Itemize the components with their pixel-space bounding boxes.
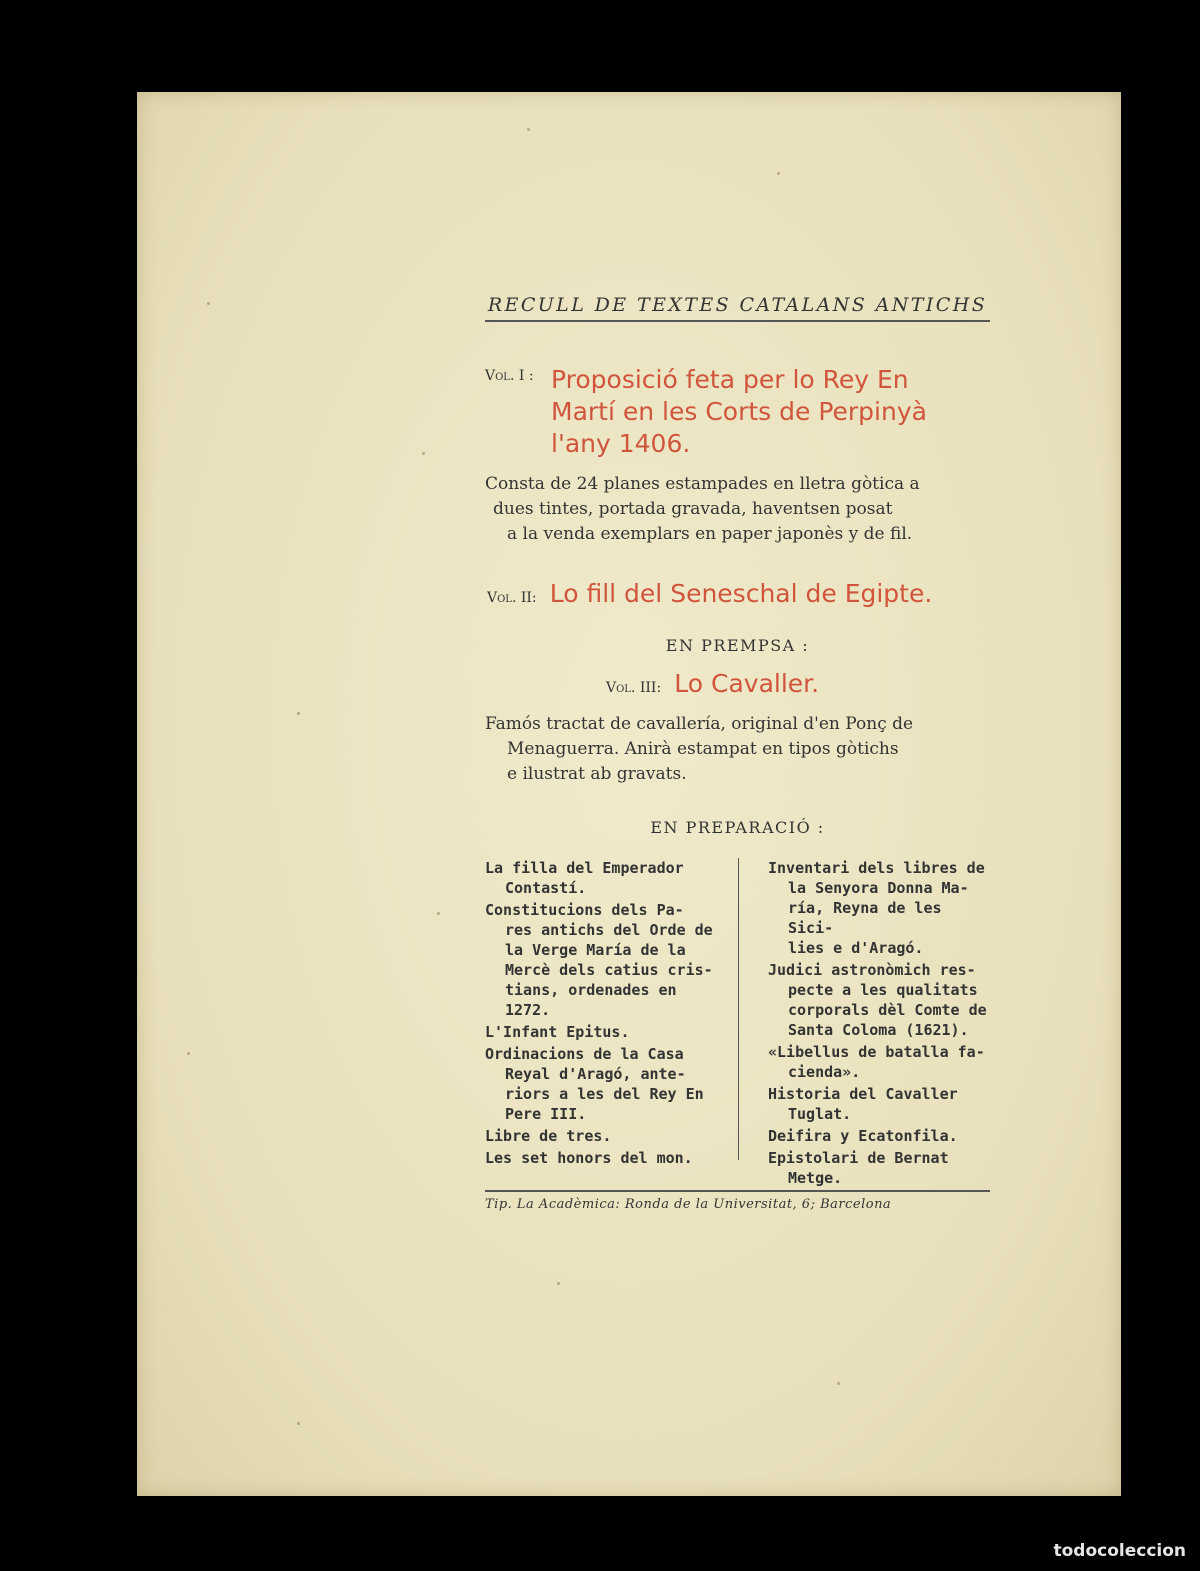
title-entry-line: Historia del Cavaller — [768, 1085, 958, 1103]
vol3-desc-line: Famós tractat de cavallería, original d'en Ponç de — [485, 714, 914, 734]
printer-imprint: Tip. La Acadèmica: Ronda de la Universitat, 6; Barcelona — [485, 1197, 892, 1212]
paper-speck — [187, 1052, 190, 1055]
paper-speck — [557, 1282, 560, 1285]
title-entry-line: la Verge María de la — [505, 941, 686, 959]
title-entry-line: Pere III. — [505, 1105, 587, 1123]
vol2-title: Lo fill del Seneschal de Egipte. — [549, 579, 933, 608]
title-entry-line: Les set honors del mon. — [485, 1149, 693, 1167]
title-entry-line: Ordinacions de la Casa — [485, 1045, 684, 1063]
paper-speck — [297, 1422, 300, 1425]
title-entry-line: Judici astronòmich res- — [768, 961, 976, 979]
title-entry-line: riors a les del Rey En — [505, 1085, 704, 1103]
title-entry-line: Inventari dels libres de — [768, 859, 985, 877]
vol1-desc-line: Consta de 24 planes estampades en lletra gòtica a — [485, 474, 920, 494]
footer-rule — [485, 1190, 990, 1192]
title-entry-line: Libre de tres. — [485, 1127, 612, 1145]
title-entry — [485, 1044, 730, 1124]
title-entry-line: corporals dèl Comte de — [788, 1001, 987, 1019]
vol3-desc-line: e ilustrat ab gravats. — [507, 764, 687, 784]
title-entry-line: pecte a les qualitats — [788, 981, 978, 999]
title-entry-line: cienda». — [788, 1063, 861, 1081]
paper-speck — [207, 302, 210, 305]
title-entry — [485, 1022, 730, 1042]
title-entry-line: Tuglat. — [788, 1105, 852, 1123]
vol3-label: Vol. III: — [606, 680, 662, 696]
vol2-block — [487, 578, 932, 610]
paper-speck — [837, 1382, 840, 1385]
vol1-title-line: Proposició feta per lo Rey En — [551, 365, 909, 394]
title-entry-line: L'Infant Epitus. — [485, 1023, 630, 1041]
title-entry — [768, 858, 993, 958]
title-entry — [485, 900, 730, 1020]
title-entry — [768, 960, 993, 1040]
title-entry-line: «Libellus de batalla fa- — [768, 1043, 985, 1061]
vol2-label: Vol. II: — [487, 590, 537, 606]
title-entry — [485, 858, 730, 898]
title-entry-line: lies e d'Aragó. — [788, 939, 924, 957]
title-entry-line: 1272. — [505, 1001, 551, 1019]
vol3-description — [485, 712, 990, 787]
column-divider — [738, 858, 739, 1160]
title-entry-line: la Senyora Donna Ma- — [788, 879, 969, 897]
en-preparacio-heading: EN PREPARACIÓ : — [650, 818, 825, 837]
vol1-title-line: Martí en les Corts de Perpinyà — [551, 397, 927, 426]
paper-speck — [527, 128, 530, 131]
title-entry — [485, 1148, 730, 1168]
title-entry — [768, 1126, 993, 1146]
title-entry-line: La filla del Emperador — [485, 859, 684, 877]
title-entry-line: ría, Reyna de les Sici- — [788, 899, 942, 937]
vol3-desc-line: Menaguerra. Anirà estampat en tipos gòtichs — [507, 739, 899, 759]
title-entry — [768, 1042, 993, 1082]
paper-speck — [437, 912, 440, 915]
title-entry-line: Mercè dels catius cris- — [505, 961, 713, 979]
title-entry-line: Metge. — [788, 1169, 843, 1187]
title-entry-line: Reyal d'Aragó, ante- — [505, 1065, 686, 1083]
vol1-title-line: l'any 1406. — [551, 429, 691, 458]
title-entry-line: Contastí. — [505, 879, 587, 897]
title-entry — [768, 1084, 993, 1124]
vol1-desc-line: a la venda exemplars en paper japonès y de fil. — [507, 524, 913, 544]
paper-speck — [777, 172, 780, 175]
right-title-column — [768, 858, 993, 1190]
vol1-desc-line: dues tintes, portada gravada, haventsen posat — [493, 499, 893, 519]
title-entry-line: Deifira y Ecatonfila. — [768, 1127, 958, 1145]
vol3-block — [606, 668, 819, 700]
title-entry-line: Constitucions dels Pa- — [485, 901, 684, 919]
watermark: todocoleccion — [1053, 1541, 1186, 1561]
title-entry-line: Santa Coloma (1621). — [788, 1021, 969, 1039]
title-entry-line: Epistolari de Bernat — [768, 1149, 949, 1167]
vol1-label: Vol. I : — [485, 368, 534, 384]
series-title: RECULL DE TEXTES CATALANS ANTICHS — [485, 294, 990, 322]
vol1-title — [551, 364, 991, 460]
paper-speck — [297, 712, 300, 715]
vol3-title: Lo Cavaller. — [674, 669, 820, 698]
vol1-block — [485, 365, 542, 384]
en-prempsa-heading: EN PREMPSA : — [665, 636, 810, 655]
title-entry — [485, 1126, 730, 1146]
vol1-description — [485, 472, 990, 547]
paper-speck — [422, 452, 425, 455]
title-entry-line: res antichs del Orde de — [505, 921, 713, 939]
title-entry-line: tians, ordenades en — [505, 981, 677, 999]
left-title-column — [485, 858, 730, 1170]
title-entry — [768, 1148, 993, 1188]
